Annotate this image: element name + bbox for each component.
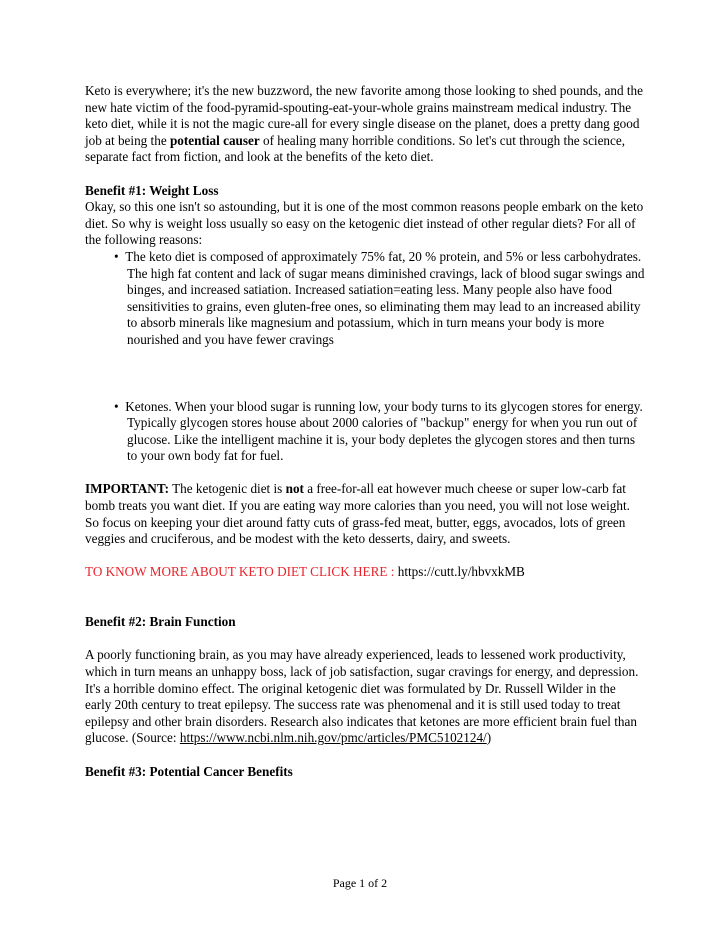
intro-text-1: Keto is everywhere; it's the new buzzword, the new favorite among those looking to shed pounds, and the new hate victim of the food-pyramid-spouting-eat-your-whole grains mainstream medical industry. The keto diet, while it is not the magic cure-all for every single disease on the planet, does a pretty dang good job at being the bbox=[85, 83, 643, 148]
benefit-2-body: A poorly functioning brain, as you may have already experienced, leads to lessened work productivity, which in turn means an unhappy boss, lack of job satisfaction, sugar cravings for energy, and depression. It's a horrible domino effect. The original ketogenic diet was formulated by Dr. Russell Wilder in the early 20th century to treat epilepsy. The success rate was phenomenal and it is still used today to treat epilepsy and other brain disorders. Research also indicates that ketones are more efficient brain fuel than glucose. (Source: https://www.ncbi.nlm.nih.gov/pmc/articles/PMC5102124/) bbox=[85, 647, 639, 746]
bullet-icon: • bbox=[114, 248, 119, 264]
intro-paragraph bbox=[85, 83, 645, 166]
cta-line: TO KNOW MORE ABOUT KETO DIET CLICK HERE : https://cutt.ly/hbvxkMB bbox=[85, 564, 525, 580]
cta-url[interactable]: https://cutt.ly/hbvxkMB bbox=[397, 564, 525, 580]
important-paragraph: IMPORTANT: The ketogenic diet is not a free-for-all eat however much cheese or super low-carb fat bomb treats you want diet. If you are eating way more calories than you need, you will not lose weight. So focus on keeping your diet around fatty cuts of grass-fed meat, butter, eggs, avocados, lots of green veggies and cruciferous, and be modest with the keto desserts, dairy, and sweets. bbox=[85, 481, 630, 547]
bullet-2-text: Ketones. When your blood sugar is running low, your body turns to its glycogen stores for energy. Typically glycogen stores house about 2000 calories of "backup" energy for when you run out of glucose. Like the intelligent machine it is, your body depletes the glycogen stores and then turns to your own body fat for fuel. bbox=[125, 398, 643, 464]
benefit-1-body: Okay, so this one isn't so astounding, but it is one of the most common reasons people embark on the keto diet. So why is weight loss usually so easy on the ketogenic diet instead of other regular diets? For all of the following reasons: bbox=[85, 199, 644, 248]
intro-text-2: of healing many horrible conditions. So let's cut through the science, separate fact from fiction, and look at the benefits of the keto diet. bbox=[85, 132, 626, 165]
benefit-1-bullet-list bbox=[85, 249, 645, 349]
cta-link[interactable]: TO KNOW MORE ABOUT KETO DIET CLICK HERE bbox=[85, 564, 388, 580]
bullet-icon: • bbox=[114, 398, 119, 414]
benefit-2-heading: Benefit #2: Brain Function bbox=[85, 614, 236, 630]
bullet-item bbox=[85, 399, 645, 465]
benefit-1-heading: Benefit #1: Weight Loss bbox=[85, 182, 219, 198]
bullet-item bbox=[85, 249, 645, 349]
intro-bold-text: potential causer bbox=[169, 132, 260, 148]
page-footer: Page 1 of 2 bbox=[332, 876, 388, 890]
benefit-1-bullet-list-2 bbox=[85, 399, 645, 465]
bullet-1-text: The keto diet is composed of approximately 75% fat, 20 % protein, and 5% or less carbohydrates. The high fat content and lack of sugar means diminished cravings, lack of blood sugar swings and binges, and increased satiation. Increased satiation=eating less. Many people also have food sensitivities to grains, even gluten-free ones, so eliminating them may lead to an increased ability to absorb minerals like magnesium and potassium, which in turn means your body is more nourished and you have fewer cravings bbox=[125, 248, 645, 347]
document-page bbox=[85, 83, 645, 780]
benefit-3-heading: Benefit #3: Potential Cancer Benefits bbox=[85, 763, 293, 779]
important-label: IMPORTANT: bbox=[85, 481, 170, 497]
important-bold-text: not bbox=[285, 481, 304, 497]
source-link[interactable]: https://www.ncbi.nlm.nih.gov/pmc/articles/PMC5102124/ bbox=[179, 730, 487, 746]
